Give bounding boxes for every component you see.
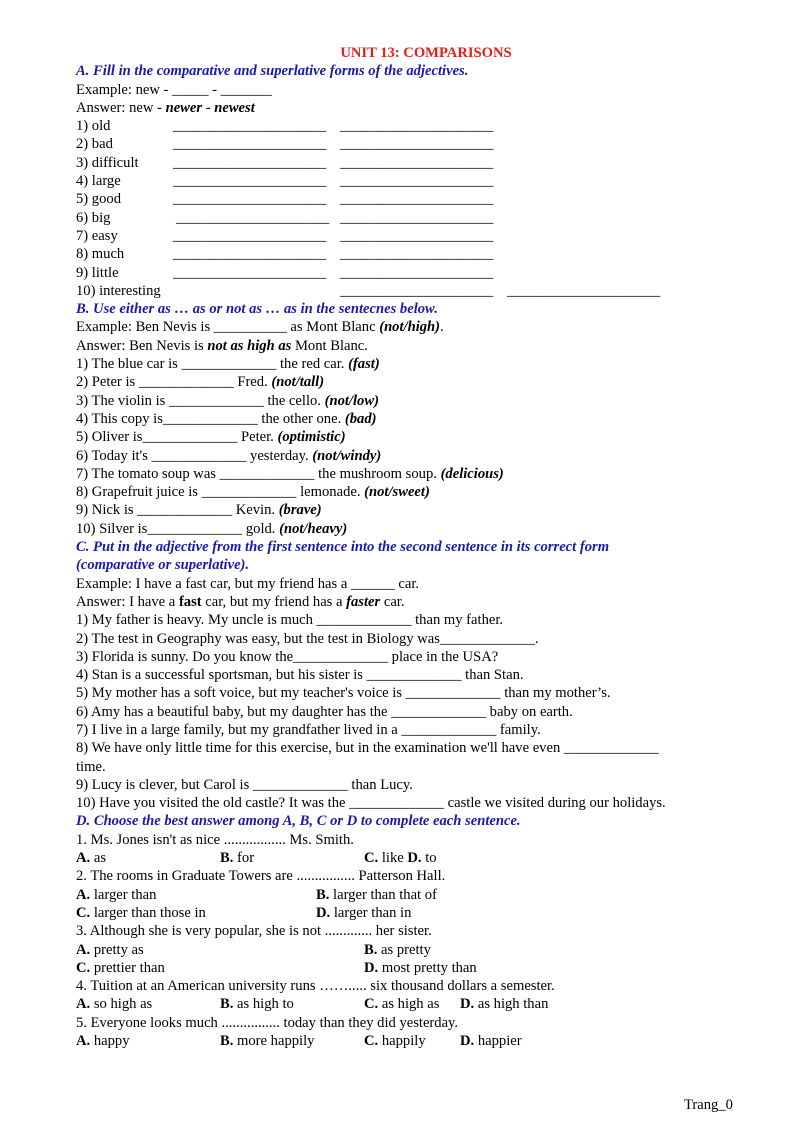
section-a-example: Example: new - _____ - _______ (76, 81, 272, 98)
item-hint: (optimistic) (277, 429, 346, 446)
adjective-label: 7) easy (76, 227, 118, 244)
adjective-row (76, 117, 756, 135)
answer-prefix: Answer: Ben Nevis is (76, 337, 208, 354)
option-text: as pretty (377, 941, 431, 958)
answer-part: car, but my friend has a (201, 593, 347, 610)
item-text: 10) Silver is_____________ gold. (76, 520, 280, 537)
section-d-heading: D. Choose the best answer among A, B, C or D to complete each sentence. (76, 813, 521, 830)
section-c-answer (76, 593, 756, 611)
option-text: as high to (233, 996, 294, 1013)
item-hint: (brave) (278, 502, 322, 519)
option-key: A. (76, 941, 91, 958)
item-text: 5) Oliver is_____________ Peter. (76, 429, 278, 446)
exercise-item[interactable]: 10) Have you visited the old castle? It was the _____________ castle we visited during our holidays. (76, 795, 666, 812)
options-row (76, 886, 756, 904)
answer-part: Answer: I have a (76, 593, 179, 610)
section-b-answer (76, 337, 756, 355)
item-hint: (not/tall) (271, 374, 325, 391)
exercise-item[interactable] (76, 520, 756, 538)
adjective-label: 4) large (76, 173, 121, 190)
options-row (76, 849, 756, 867)
item-text: 3) The violin is _____________ the cello. (76, 392, 325, 409)
option-b[interactable] (316, 886, 437, 904)
option-a[interactable] (76, 849, 106, 867)
option-text: to (421, 850, 437, 867)
question: 3. Although she is very popular, she is not ............. her sister. (76, 923, 432, 940)
section-c-heading-cont: (comparative or superlative). (76, 557, 250, 574)
exercise-item[interactable] (76, 501, 756, 519)
adjective-row (76, 135, 756, 153)
exercise-item[interactable] (76, 373, 756, 391)
option-text: prettier than (90, 959, 165, 976)
option-text: most pretty than (378, 959, 477, 976)
options-row (76, 904, 756, 922)
item-hint: (fast) (348, 356, 380, 373)
option-text: like (378, 850, 408, 867)
option-key: D. (316, 904, 331, 921)
option-text: as high than (474, 996, 549, 1013)
option-b[interactable] (220, 1032, 314, 1050)
adjective-label: 9) little (76, 264, 119, 281)
option-text: larger than that of (329, 886, 437, 903)
superlative-blank[interactable]: _____________________ (340, 173, 494, 190)
exercise-item[interactable] (76, 410, 756, 428)
option-key: A. (76, 996, 91, 1013)
option-text: happier (474, 1033, 522, 1050)
adjective-row (76, 172, 756, 190)
options-row (76, 941, 756, 959)
option-d[interactable] (460, 995, 548, 1013)
superlative-blank[interactable]: _____________________ (340, 154, 494, 171)
option-key: A. (76, 1033, 91, 1050)
superlative-blank[interactable]: _____________________ (507, 282, 661, 299)
item-text: 4) This copy is_____________ the other one. (76, 410, 345, 427)
question: 2. The rooms in Graduate Towers are ................ Patterson Hall. (76, 868, 446, 885)
section-c-example: Example: I have a fast car, but my friend has a ______ car. (76, 575, 420, 592)
option-text: larger than in (330, 904, 412, 921)
item-text: 8) Grapefruit juice is _____________ lemonade. (76, 484, 365, 501)
page-title: UNIT 13: COMPARISONS (340, 45, 512, 61)
exercise-item[interactable]: 8) We have only little time for this exercise, but in the examination we'll have even _____________ (76, 740, 659, 757)
comparative-blank[interactable]: _____________________ (173, 227, 327, 244)
question: 5. Everyone looks much ................ today than they did yesterday. (76, 1014, 459, 1031)
option-a[interactable] (76, 886, 156, 904)
superlative-blank[interactable]: _____________________ (340, 227, 494, 244)
option-b[interactable] (220, 995, 294, 1013)
question: 1. Ms. Jones isn't as nice ................. Ms. Smith. (76, 831, 354, 848)
answer-superlative: newest (214, 99, 255, 116)
option-key: C. (364, 1033, 379, 1050)
option-d[interactable] (460, 1032, 522, 1050)
example-end: . (440, 319, 444, 336)
option-key: D. (407, 850, 422, 867)
adjective-row (76, 245, 756, 263)
options-row (76, 995, 756, 1013)
options-row (76, 1032, 756, 1050)
option-key: B. (364, 941, 378, 958)
exercise-item[interactable]: 4) Stan is a successful sportsman, but his sister is _____________ than Stan. (76, 667, 524, 684)
answer-end: Mont Blanc. (291, 337, 368, 354)
adjective-row (76, 227, 756, 245)
option-text: more happily (233, 1033, 315, 1050)
option-key: B. (220, 1033, 234, 1050)
option-text: happy (90, 1033, 130, 1050)
adjective-row (76, 154, 756, 172)
superlative-blank[interactable]: _____________________ (340, 136, 494, 153)
option-key: A. (76, 886, 91, 903)
option-text: larger than (90, 886, 157, 903)
worksheet (76, 44, 756, 1050)
option-c[interactable] (364, 1032, 426, 1050)
adjective-row (76, 264, 756, 282)
option-c[interactable] (364, 995, 439, 1013)
answer-bold-italic: faster (346, 593, 381, 610)
option-d[interactable] (316, 904, 411, 922)
comparative-blank[interactable]: _____________________ (176, 209, 330, 226)
exercise-item[interactable]: 5) My mother has a soft voice, but my teacher's voice is _____________ than my mother’s. (76, 685, 611, 702)
item-hint: (bad) (344, 410, 377, 427)
option-key: C. (76, 959, 91, 976)
item-text: 2) Peter is _____________ Fred. (76, 374, 272, 391)
exercise-item[interactable]: 9) Lucy is clever, but Carol is _____________ than Lucy. (76, 776, 413, 793)
option-text: for (233, 850, 255, 867)
option-key: C. (364, 850, 379, 867)
item-text: 1) The blue car is _____________ the red car. (76, 356, 349, 373)
exercise-item[interactable] (76, 392, 756, 410)
option-text: pretty as (90, 941, 144, 958)
exercise-item[interactable] (76, 355, 756, 373)
exercise-item[interactable]: 2) The test in Geography was easy, but the test in Biology was_____________. (76, 630, 539, 647)
adjective-row (76, 190, 756, 208)
item-text: 9) Nick is _____________ Kevin. (76, 502, 279, 519)
option-b[interactable] (364, 941, 431, 959)
superlative-blank[interactable]: _____________________ (340, 264, 494, 281)
answer-bold: not as high as (207, 337, 292, 354)
example-hint: (not/high) (379, 319, 441, 336)
option-c[interactable] (76, 904, 206, 922)
superlative-blank[interactable]: _____________________ (340, 246, 494, 263)
exercise-item[interactable]: 1) My father is heavy. My uncle is much _____________ than my father. (76, 612, 504, 629)
adjective-label: 3) difficult (76, 154, 139, 171)
option-c[interactable] (76, 959, 165, 977)
question: 4. Tuition at an American university runs ……..... six thousand dollars a semester. (76, 978, 555, 995)
answer-comparative: newer (165, 99, 203, 116)
option-text: as high as (378, 996, 440, 1013)
comparative-blank[interactable]: _____________________ (173, 118, 327, 135)
item-hint: (not/low) (324, 392, 379, 409)
option-text: happily (378, 1033, 426, 1050)
item-hint: (delicious) (440, 465, 504, 482)
section-b-heading: B. Use either as … as or not as … as in the sentecnes below. (76, 301, 438, 318)
option-text: larger than those in (90, 904, 206, 921)
section-a-answer (76, 99, 756, 117)
option-key: B. (220, 850, 234, 867)
exercise-item[interactable] (76, 428, 756, 446)
adjective-row (76, 282, 756, 300)
option-key: C. (364, 996, 379, 1013)
exercise-item[interactable]: 3) Florida is sunny. Do you know the_____________ place in the USA? (76, 648, 499, 665)
option-key: C. (76, 904, 91, 921)
page-footer: Trang_0 (684, 1097, 733, 1113)
answer-separator: - (202, 99, 215, 116)
superlative-blank[interactable]: _____________________ (340, 209, 494, 226)
exercise-item[interactable]: 6) Amy has a beautiful baby, but my daughter has the _____________ baby on earth. (76, 703, 573, 720)
option-key: A. (76, 850, 91, 867)
option-c[interactable] (364, 849, 437, 867)
comparative-blank[interactable]: _____________________ (173, 246, 327, 263)
superlative-blank[interactable]: _____________________ (340, 191, 494, 208)
option-key: B. (316, 886, 330, 903)
comparative-blank[interactable]: _____________________ (173, 173, 327, 190)
adjective-label: 2) bad (76, 136, 113, 153)
answer-part: car. (380, 593, 405, 610)
exercise-item[interactable] (76, 447, 756, 465)
answer-bold: fast (178, 593, 202, 610)
exercise-item-cont: time. (76, 758, 106, 775)
exercise-item[interactable]: 7) I live in a large family, but my grandfather lived in a _____________ family. (76, 721, 541, 738)
comparative-blank[interactable]: _____________________ (340, 282, 494, 299)
item-hint: (not/windy) (312, 447, 382, 464)
adjective-row (76, 209, 756, 227)
answer-prefix: Answer: new - (76, 99, 166, 116)
option-key: D. (364, 959, 379, 976)
item-text: 7) The tomato soup was _____________ the mushroom soup. (76, 465, 441, 482)
option-a[interactable] (76, 1032, 130, 1050)
option-a[interactable] (76, 995, 152, 1013)
adjective-label: 10) interesting (76, 282, 161, 299)
comparative-blank[interactable]: _____________________ (173, 191, 327, 208)
section-b-example (76, 318, 756, 336)
comparative-blank[interactable]: _____________________ (173, 154, 327, 171)
superlative-blank[interactable]: _____________________ (340, 118, 494, 135)
exercise-item[interactable] (76, 483, 756, 501)
option-text: so high as (90, 996, 153, 1013)
section-a-heading: A. Fill in the comparative and superlative forms of the adjectives. (76, 63, 469, 80)
adjective-label: 1) old (76, 118, 111, 135)
adjective-label: 8) much (76, 246, 125, 263)
options-row (76, 959, 756, 977)
comparative-blank[interactable]: _____________________ (173, 136, 327, 153)
option-key: D. (460, 1033, 475, 1050)
option-d[interactable] (364, 959, 477, 977)
item-hint: (not/sweet) (364, 484, 430, 501)
option-key: B. (220, 996, 234, 1013)
adjective-label: 5) good (76, 191, 121, 208)
adjective-label: 6) big (76, 209, 111, 226)
example-text: Example: Ben Nevis is __________ as Mont Blanc (76, 319, 380, 336)
section-c-heading: C. Put in the adjective from the first sentence into the second sentence in its correct form (76, 539, 610, 556)
item-hint: (not/heavy) (279, 520, 348, 537)
exercise-item[interactable] (76, 465, 756, 483)
comparative-blank[interactable]: _____________________ (173, 264, 327, 281)
option-b[interactable] (220, 849, 254, 867)
item-text: 6) Today it's _____________ yesterday. (76, 447, 313, 464)
option-key: D. (460, 996, 475, 1013)
option-text: as (90, 850, 107, 867)
option-a[interactable] (76, 941, 144, 959)
